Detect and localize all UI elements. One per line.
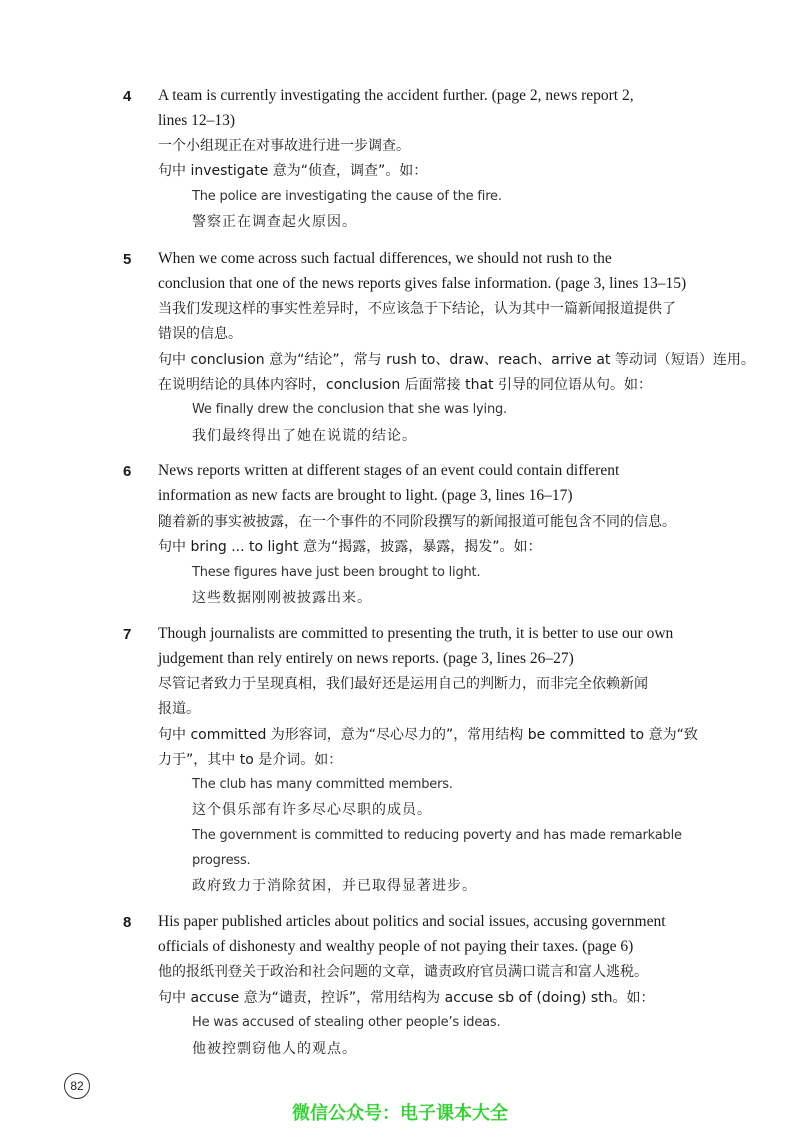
example-cn: 他被控剽窃他人的观点。: [192, 1041, 357, 1057]
entry-explanation: 句中 investigate 意为“侦查，调查”。如：: [158, 163, 428, 179]
entry-text: When we come across such factual differences, we should not rush to the: [158, 250, 612, 267]
example-en: These figures have just been brought to light.: [192, 565, 481, 580]
example-en: The police are investigating the cause of the fire.: [192, 189, 502, 204]
entry-translation: 随着新的事实被披露，在一个事件的不同阶段撰写的新闻报道可能包含不同的信息。: [158, 514, 676, 530]
example-en: The government is committed to reducing poverty and has made remarkable: [192, 828, 682, 843]
example-en: We finally drew the conclusion that she was lying.: [192, 402, 507, 417]
entry-number: 8: [123, 914, 132, 931]
footer-watermark: 微信公众号：电子课本大全: [292, 1103, 508, 1124]
entry-text: judgement than rely entirely on news reports. (page 3, lines 26–27): [158, 650, 574, 667]
entry-explanation: 在说明结论的具体内容时，conclusion 后面常接 that 引导的同位语从句。如：: [158, 377, 652, 393]
example-cn: 我们最终得出了她在说谎的结论。: [192, 428, 417, 444]
entry-translation: 当我们发现这样的事实性差异时，不应该急于下结论，认为其中一篇新闻报道提供了: [158, 301, 676, 317]
entry-text: News reports written at different stages of an event could contain different: [158, 462, 620, 479]
entry-text: officials of dishonesty and wealthy people of not paying their taxes. (page 6): [158, 938, 634, 955]
entry-translation: 尽管记者致力于呈现真相，我们最好还是运用自己的判断力，而非完全依赖新闻: [158, 676, 648, 692]
page-number: 82: [64, 1073, 90, 1099]
entry-translation: 错误的信息。: [158, 326, 242, 342]
example-en: progress.: [192, 853, 251, 868]
entry-number: 4: [123, 88, 132, 105]
entry-explanation: 句中 conclusion 意为“结论”，常与 rush to、draw、reach、arrive at 等动词（短语）连用。: [158, 352, 755, 368]
example-cn: 警察正在调查起火原因。: [192, 214, 357, 230]
entry-explanation: 句中 bring ... to light 意为“揭露，披露，暴露，揭发”。如：: [158, 539, 542, 555]
entry-translation: 他的报纸刊登关于政治和社会问题的文章，谴责政府官员满口谎言和富人逃税。: [158, 964, 648, 980]
entry-number: 7: [123, 626, 132, 643]
entry-number: 6: [123, 463, 132, 480]
example-en: The club has many committed members.: [192, 777, 453, 792]
entry-translation: 一个小组现正在对事故进行进一步调查。: [158, 138, 410, 154]
example-cn: 这些数据刚刚被披露出来。: [192, 590, 372, 606]
entry-text: His paper published articles about politics and social issues, accusing government: [158, 913, 666, 930]
example-cn: 政府致力于消除贫困，并已取得显著进步。: [192, 878, 477, 894]
entry-text: information as new facts are brought to light. (page 3, lines 16–17): [158, 487, 573, 504]
entry-explanation: 句中 accuse 意为“谴责，控诉”，常用结构为 accuse sb of (doing) sth。如：: [158, 990, 655, 1006]
example-en: He was accused of stealing other people’s ideas.: [192, 1015, 501, 1030]
entry-text: lines 12–13): [158, 112, 236, 129]
entry-number: 5: [123, 251, 132, 268]
example-cn: 这个俱乐部有许多尽心尽职的成员。: [192, 802, 432, 818]
entry-explanation: 力于”，其中 to 是介词。如：: [158, 752, 343, 768]
entry-translation: 报道。: [158, 701, 200, 717]
entry-explanation: 句中 committed 为形容词，意为“尽心尽力的”，常用结构 be committed to 意为“致: [158, 727, 698, 743]
entry-text: conclusion that one of the news reports gives false information. (page 3, lines 13–15): [158, 275, 687, 292]
entry-text: A team is currently investigating the accident further. (page 2, news report 2,: [158, 87, 634, 104]
entry-text: Though journalists are committed to presenting the truth, it is better to use our own: [158, 625, 674, 642]
